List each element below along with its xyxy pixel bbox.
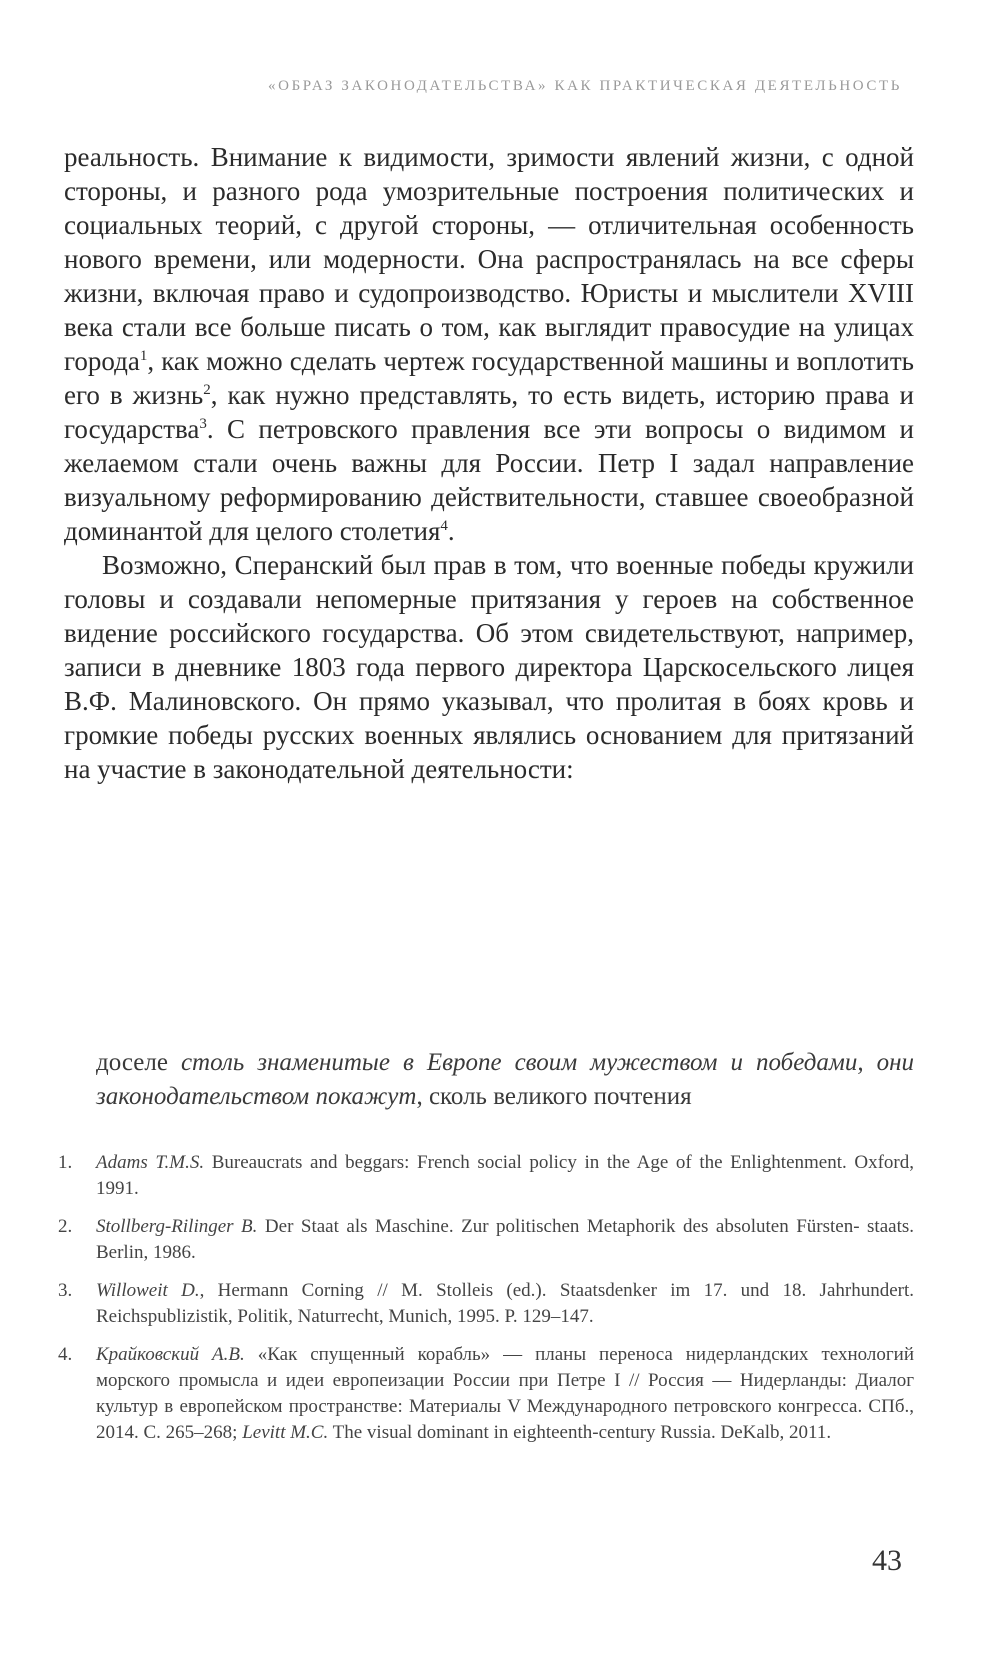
footnote-ref-3: 3	[199, 416, 207, 432]
quote-lead: доселе	[96, 1049, 181, 1076]
footnote-1	[58, 1150, 914, 1202]
footnote-number: 1.	[58, 1152, 73, 1173]
footnote-3	[58, 1278, 914, 1330]
footnote-ref-1: 1	[139, 348, 148, 364]
footnote-text	[96, 1150, 914, 1202]
main-text	[64, 140, 914, 786]
footnote-author: Willoweit D.	[96, 1280, 200, 1301]
paragraph-1-part-d: . С петровского правления все эти вопросы о видимом и желаемом стали очень важны для России. Петр I задал направление визуальному реформированию действительности, ставшее своеобразной доминантой для целого столетия	[64, 414, 914, 546]
footnote-body: «Как спущенный корабль» — планы переноса нидерландских технологий морского промысла и идеи европеизации России при Петре I // Россия — Нидерланды: Диалог культур в европейском пространстве: Материалы V Международного петровского конгресса. СПб., 2014. С. 265–268;	[96, 1344, 914, 1443]
footnote-text	[96, 1342, 914, 1446]
footnote-text	[96, 1214, 914, 1266]
paragraph-1	[64, 140, 914, 548]
paragraph-1-part-b: , как можно сделать чертеж государственной машины и воплотить его в жизнь	[64, 346, 914, 410]
paragraph-1-part-a: реальность. Внимание к видимости, зримости явлений жизни, с одной стороны, и разного рода умозрительные построения политических и социальных теорий, с другой стороны, — отличительная особенность нового времени, или модерности. Она распространялась на все сферы жизни, включая право и судопроизводство. Юристы и мыслители XVIII века стали все больше писать о том, как выглядит правосудие на улицах города	[64, 142, 914, 376]
footnote-author: Крайковский А.В.	[96, 1344, 245, 1365]
footnote-2	[58, 1214, 914, 1266]
footnote-body: Der Staat als Maschine. Zur politischen Metaphorik des absoluten Fürsten- staats. Berlin, 1986.	[96, 1216, 914, 1263]
block-quote	[96, 1046, 914, 1114]
footnote-author-2: Levitt M.C.	[242, 1422, 329, 1443]
footnote-4	[58, 1342, 914, 1446]
footnote-ref-4: 4	[440, 518, 448, 534]
footnote-ref-2: 2	[203, 382, 211, 398]
running-head: «ОБРАЗ ЗАКОНОДАТЕЛЬСТВА» КАК ПРАКТИЧЕСКАЯ ДЕЯТЕЛЬНОСТЬ	[268, 78, 902, 94]
footnote-author: Stollberg-Rilinger B.	[96, 1216, 258, 1237]
quote-italic: столь знаменитые в Европе своим мужеством и победами, они законодательством покажут	[96, 1049, 914, 1110]
paragraph-2: Возможно, Сперанский был прав в том, что военные победы кружили головы и создавали непомерные притязания у героев на собственное видение российского государства. Об этом свидетельствуют, например, записи в дневнике 1803 года первого директора Царскосельского лицея В.Ф. Малиновского. Он прямо указывал, что пролитая в боях кровь и громкие победы русских военных являлись основанием для притязаний на участие в законодательной деятельности:	[64, 550, 914, 784]
quote-tail: , сколь великого почтения	[416, 1083, 692, 1110]
paragraph-1-part-e: .	[447, 516, 455, 546]
paragraph-1-part-c: , как нужно представлять, то есть видеть, историю права и государства	[64, 380, 914, 444]
page-number: 43	[872, 1544, 902, 1577]
footnote-number: 2.	[58, 1216, 73, 1237]
footnote-author: Adams T.M.S.	[96, 1152, 205, 1173]
footnote-number: 3.	[58, 1280, 73, 1301]
footnote-body-2: The visual dominant in eighteenth-century Russia. DeKalb, 2011.	[328, 1422, 832, 1443]
footnote-number: 4.	[58, 1344, 73, 1365]
footnotes	[58, 1150, 914, 1458]
footnote-body: Bureaucrats and beggars: French social policy in the Age of the Enlightenment. Oxford, 1991.	[96, 1152, 914, 1199]
footnote-text	[96, 1278, 914, 1330]
footnote-body: , Hermann Corning // M. Stolleis (ed.). Staatsdenker im 17. und 18. Jahrhundert. Reichspublizistik, Politik, Naturrecht, Munich, 1995. P. 129–147.	[96, 1280, 914, 1327]
